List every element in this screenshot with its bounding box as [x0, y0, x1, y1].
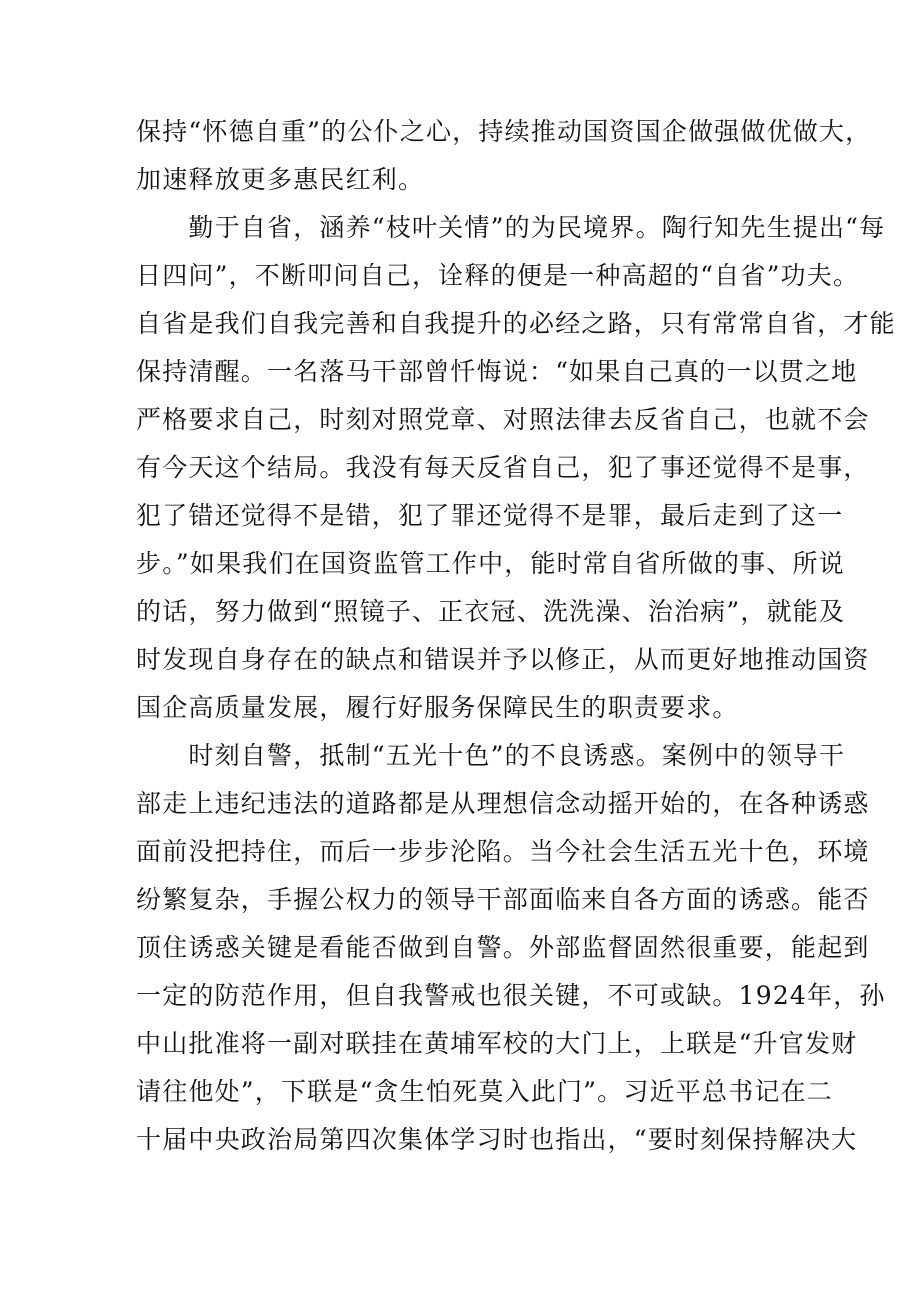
text-line: 面前没把持住，而后一步步沦陷。当今社会生活五光十色，环境 — [136, 837, 870, 866]
text-line: 加速释放更多惠民红利。 — [136, 165, 425, 194]
text-line: 日四问”，不断叩问自己，诠释的便是一种高超的“自省”功夫。 — [136, 261, 860, 290]
text-line: 十届中央政治局第四次集体学习时也指出，“要时刻保持解决大 — [136, 1125, 858, 1154]
text-line: 保持清醒。一名落马干部曾忏悔说：“如果自己真的一以贯之地 — [136, 357, 858, 386]
text-line: 国企高质量发展，履行好服务保障民生的职责要求。 — [136, 693, 739, 722]
text-line: 顶住诱惑关键是看能否做到自警。外部监督固然很重要，能起到 — [136, 933, 870, 962]
text-line: 部走上违纪违法的道路都是从理想信念动摇开始的，在各种诱惑 — [136, 789, 870, 818]
text-line: 中山批准将一副对联挂在黄埔军校的大门上，上联是“升官发财 — [136, 1029, 858, 1058]
text-line: 严格要求自己，时刻对照党章、对照法律去反省自己，也就不会 — [136, 405, 870, 434]
text-line: 步。”如果我们在国资监管工作中，能时常自省所做的事、所说 — [136, 549, 845, 578]
text-line: 纷繁复杂，手握公权力的领导干部面临来自各方面的诱惑。能否 — [136, 885, 870, 914]
text-line: 保持“怀德自重”的公仆之心，持续推动国资国企做强做优做大， — [136, 117, 872, 146]
text-line: 时发现自身存在的缺点和错误并予以修正，从而更好地推动国资 — [136, 645, 870, 674]
text-line: 请往他处”，下联是“贪生怕死莫入此门”。习近平总书记在二 — [136, 1077, 833, 1106]
text-line: 的话，努力做到“照镜子、正衣冠、洗洗澡、治治病”，就能及 — [136, 597, 846, 626]
text-line: 一定的防范作用，但自我警戒也很关键，不可或缺。1924年，孙 — [136, 981, 886, 1010]
text-line: 犯了错还觉得不是错，犯了罪还觉得不是罪，最后走到了这一 — [136, 501, 844, 530]
body-text — [136, 108, 896, 1164]
text-line: 有今天这个结局。我没有每天反省自己，犯了事还觉得不是事， — [136, 453, 870, 482]
text-line: 自省是我们自我完善和自我提升的必经之路，只有常常自省，才能 — [136, 309, 896, 338]
text-line: 勤于自省，涵养“枝叶关情”的为民境界。陶行知先生提出“每 — [136, 213, 886, 242]
text-line: 时刻自警，抵制“五光十色”的不良诱惑。案例中的领导干 — [136, 741, 846, 770]
